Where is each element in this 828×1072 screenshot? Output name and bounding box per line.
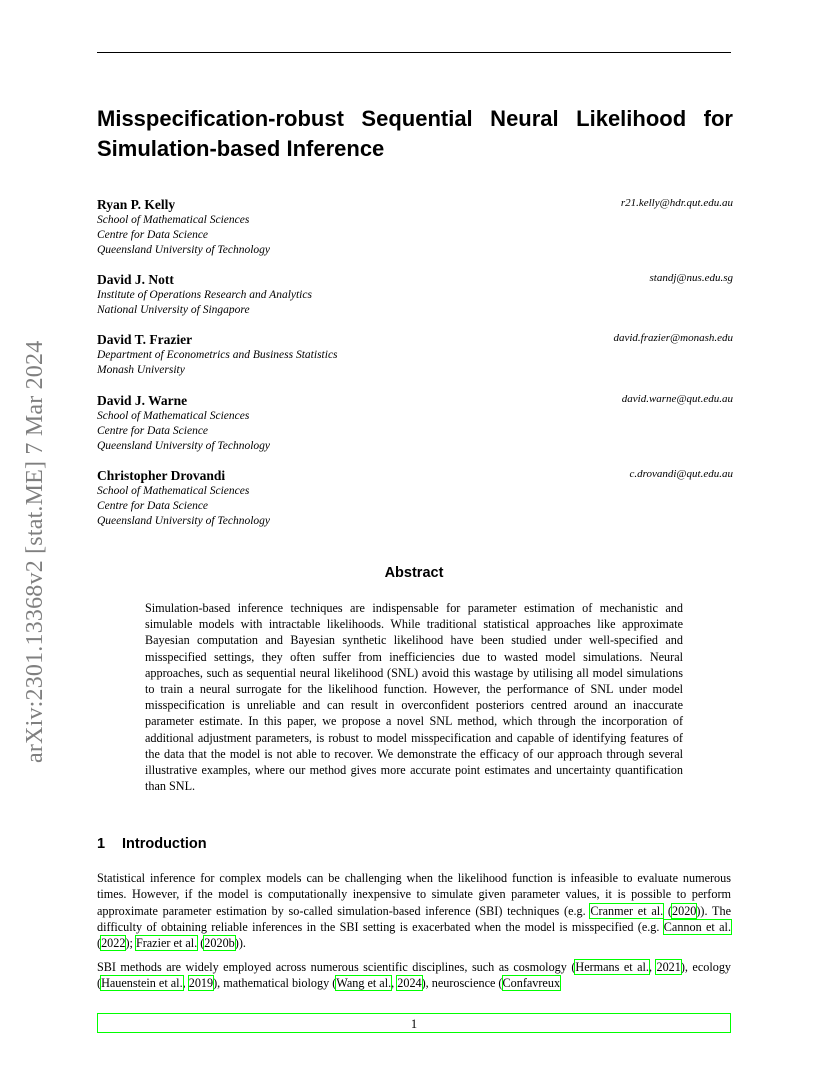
author-affiliation: Centre for Data Science xyxy=(97,229,209,241)
author-affiliation: Institute of Operations Research and Analytics xyxy=(97,289,312,301)
text-run: , xyxy=(648,960,657,974)
text-run: Statistical inference for complex models can be challenging when the likelihood function is infeasible to evaluate numerous times. However, if the model is computationally inexpensive to simulate given parameter values, it is possible to perform approximate parameter estimation by so-called simulation-based inference (SBI) techniques (e.g. xyxy=(97,871,731,918)
author-name: David J. Nott xyxy=(97,272,174,287)
paragraph xyxy=(97,959,731,992)
author-affiliation: School of Mathematical Sciences xyxy=(97,410,250,422)
section-title: Introduction xyxy=(122,836,207,852)
citation-link[interactable]: 2019 xyxy=(188,976,214,991)
page-number[interactable]: 1 xyxy=(97,1013,731,1033)
author-name: David J. Warne xyxy=(97,393,188,408)
citation-link[interactable]: Frazier et al. xyxy=(135,936,198,951)
citation-link[interactable]: Cannon et al. xyxy=(663,919,731,934)
text-run: ( xyxy=(197,936,205,951)
author-affiliation: Queensland University of Technology xyxy=(97,515,271,527)
citation-link[interactable]: 2024 xyxy=(397,976,422,991)
text-run: , xyxy=(391,976,398,991)
text-run: ), ecology ( xyxy=(97,960,732,991)
author-name: Ryan P. Kelly xyxy=(97,197,176,212)
text-run: ( xyxy=(663,903,672,918)
author-name: David T. Frazier xyxy=(97,332,193,347)
arxiv-side-label: arXiv:2301.13368v2 [stat.ME] 7 Mar 2024 xyxy=(22,340,48,763)
citation-link[interactable]: Confavreux xyxy=(502,976,561,991)
author-email[interactable]: david.warne@qut.edu.au xyxy=(621,393,733,405)
paper-title: Misspecification-robust Sequential Neural Likelihood for Simulation-based Inference xyxy=(97,106,733,161)
citation-link[interactable]: 2020 xyxy=(672,903,697,918)
citation-link[interactable]: 2022 xyxy=(101,936,126,951)
top-rule xyxy=(97,52,731,53)
author-block xyxy=(97,332,733,378)
author-affiliation: Queensland University of Technology xyxy=(97,440,271,452)
author-block xyxy=(97,468,733,529)
text-run: )). xyxy=(234,936,246,951)
text-run: , xyxy=(182,976,189,991)
section-heading xyxy=(97,836,207,852)
text-run: ), mathematical biology ( xyxy=(213,976,337,991)
author-affiliation: Centre for Data Science xyxy=(97,500,209,512)
abstract-heading: Abstract xyxy=(384,565,444,581)
author-email[interactable]: standj@nus.edu.sg xyxy=(649,272,733,284)
author-affiliation: Queensland University of Technology xyxy=(97,244,271,256)
text-run: SBI methods are widely employed across numerous scientific disciplines, such as cosmology ( xyxy=(97,960,576,974)
author-block xyxy=(97,393,733,454)
author-email[interactable]: r21.kelly@hdr.qut.edu.au xyxy=(620,197,733,209)
text-run: ( xyxy=(97,936,102,951)
author-affiliation: National University of Singapore xyxy=(97,304,250,316)
text-run: )). The difficulty of obtaining reliable inferences in the SBI setting is exacerbated when the model is misspecified (e.g. xyxy=(97,903,732,934)
author-affiliation: School of Mathematical Sciences xyxy=(97,214,250,226)
author-affiliation: Centre for Data Science xyxy=(97,425,209,437)
text-run: ), neuroscience ( xyxy=(421,976,503,991)
author-email[interactable]: david.frazier@monash.edu xyxy=(613,332,733,344)
author-affiliation: School of Mathematical Sciences xyxy=(97,485,250,497)
paragraph xyxy=(97,870,731,951)
abstract-text: Simulation-based inference techniques are indispensable for parameter estimation of mechanistic and simulable models with intractable likelihoods. While traditional statistical approaches like approximate Bayesian computation and Bayesian synthetic likelihood have been studied under well-specified and misspecified settings, they often suffer from inefficiencies due to wasted model simulations. Neural approaches, such as sequential neural likelihood (SNL) avoid this wastage by utilising all model simulations to train a neural surrogate for the likelihood function. However, the performance of SNL under model misspecification is unreliable and can result in overconfident posteriors centred around an inaccurate parameter estimate. In this paper, we propose a novel SNL method, which through the incorporation of additional adjustment parameters, is robust to model misspecification and capable of identifying features of the data that the model is not able to recover. We demonstrate the efficacy of our approach through several illustrative examples, where our method gives more accurate point estimates and uncertainty quantification than SNL. xyxy=(145,601,683,794)
citation-link[interactable]: Hermans et al. xyxy=(575,960,649,974)
citation-link[interactable]: 2020b xyxy=(204,936,235,951)
citation-link[interactable]: 2021 xyxy=(656,960,681,974)
section-number: 1 xyxy=(97,836,106,852)
citation-link[interactable]: Hauenstein et al. xyxy=(101,976,183,991)
author-affiliation: Department of Econometrics and Business Statistics xyxy=(97,349,338,361)
citation-link[interactable]: Wang et al. xyxy=(336,976,392,991)
author-block xyxy=(97,272,733,318)
author-email[interactable]: c.drovandi@qut.edu.au xyxy=(629,468,733,480)
author-block xyxy=(97,197,733,258)
author-affiliation: Monash University xyxy=(97,364,185,376)
citation-link[interactable]: Cranmer et al. xyxy=(590,903,664,918)
author-name: Christopher Drovandi xyxy=(97,468,226,483)
text-run: ); xyxy=(125,936,136,951)
